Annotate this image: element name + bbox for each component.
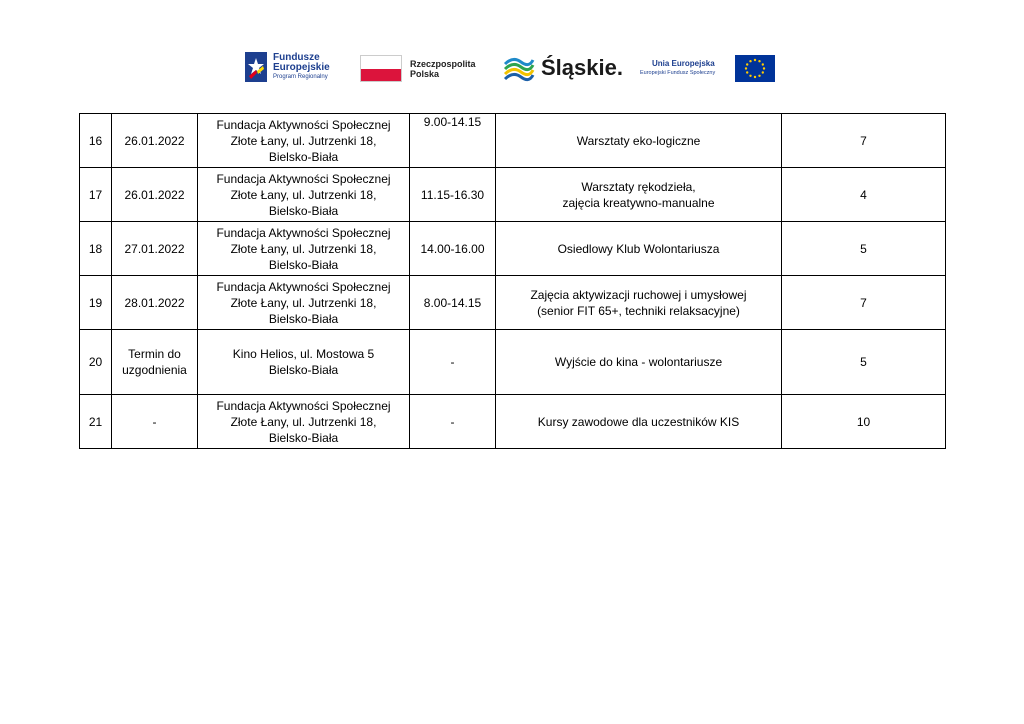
schedule-table [79,113,946,449]
unia-europejska-logo [640,50,780,86]
row-time: 14.00-16.00 [410,222,496,276]
rp-line1: Rzeczpospolita [410,59,476,69]
row-activity [496,168,782,222]
table-row [80,330,946,395]
row-date [112,276,198,330]
row-date [112,222,198,276]
row-number: 18 [80,222,112,276]
row-place [198,276,410,330]
cell-text-line: 27.01.2022 [124,241,185,256]
cell-text-line: Wyjście do kina - wolontariusze [554,355,723,369]
row-time: 9.00-14.15 [410,114,496,168]
ue-line2: Europejski Fundusz Społeczny [640,70,716,76]
cell-text-line: Kursy zawodowe dla uczestników KIS [537,414,740,429]
cell-text-line: Fundacja Aktywności Społecznej [216,279,391,294]
table-row [80,395,946,449]
cell-text-line: Zajęcia aktywizacji ruchowej i umysłowej [530,287,747,302]
cell-text-line: Bielsko-Biała [268,257,339,272]
row-number: 19 [80,276,112,330]
cell-text-line: Bielsko-Biała [268,149,339,164]
cell-text-line: Złote Łany, ul. Jutrzenki 18, [230,414,377,429]
cell-text-line: Kino Helios, ul. Mostowa 5 [232,347,375,361]
row-place [198,168,410,222]
table-row [80,168,946,222]
row-activity [496,395,782,449]
cell-text-line: Fundacja Aktywności Społecznej [216,171,391,186]
fe-line3: Program Regionalny [273,74,328,80]
cell-text-line: 26.01.2022 [124,133,185,148]
row-date [112,330,198,395]
row-count: 7 [782,114,946,168]
cell-text-line: Złote Łany, ul. Jutrzenki 18, [230,133,377,148]
cell-text-line: - [152,414,157,429]
row-count: 7 [782,276,946,330]
cell-text-line: 28.01.2022 [124,295,185,310]
cell-text-line: (senior FIT 65+, techniki relaksacyjne) [537,303,740,318]
cell-text-line: 26.01.2022 [124,187,185,202]
row-activity [496,114,782,168]
table-row [80,222,946,276]
cell-text-line: Osiedlowy Klub Wolontariusza [557,241,720,256]
slaskie-name: Śląskie. [541,55,623,80]
cell-text-line: Bielsko-Biała [268,203,339,218]
row-number: 16 [80,114,112,168]
row-place [198,395,410,449]
cell-text-line: uzgodnienia [122,363,187,377]
cell-text-line: Złote Łany, ul. Jutrzenki 18, [230,295,377,310]
row-time: 8.00-14.15 [410,276,496,330]
row-activity [496,222,782,276]
row-time: - [410,395,496,449]
table-row [80,276,946,330]
row-number: 21 [80,395,112,449]
slaskie-logo [503,50,623,86]
cell-text-line: Fundacja Aktywności Społecznej [216,117,391,132]
row-number: 20 [80,330,112,395]
fe-star-icon [245,52,267,82]
row-count: 10 [782,395,946,449]
row-date [112,168,198,222]
cell-text-line: Warsztaty eko-logiczne [576,133,701,148]
table-row [80,114,946,168]
cell-text-line: Złote Łany, ul. Jutrzenki 18, [230,187,377,202]
row-number: 17 [80,168,112,222]
cell-text-line: Warsztaty rękodzieła, [581,179,696,194]
row-count: 5 [782,222,946,276]
rzeczpospolita-polska-logo [360,50,480,86]
cell-text-line: Fundacja Aktywności Społecznej [216,398,391,413]
row-count: 4 [782,168,946,222]
row-date [112,114,198,168]
row-place [198,222,410,276]
fe-line2: Europejskie [273,62,330,73]
row-time: 11.15-16.30 [410,168,496,222]
row-date [112,395,198,449]
eu-flag-icon [735,55,775,82]
poland-flag-icon [360,55,402,82]
ue-line1: Unia Europejska [652,59,715,68]
cell-text-line: Fundacja Aktywności Społecznej [216,225,391,240]
fundusze-europejskie-logo [245,50,345,86]
row-place [198,114,410,168]
cell-text-line: zajęcia kreatywno-manualne [562,195,715,210]
rp-line2: Polska [410,69,440,79]
cell-text-line: Bielsko-Biała [268,430,339,445]
cell-text-line: Złote Łany, ul. Jutrzenki 18, [230,241,377,256]
row-activity [496,276,782,330]
slaskie-waves-icon [503,54,535,82]
logo-bar [0,50,1024,90]
row-place [198,330,410,395]
cell-text-line: Bielsko-Biała [268,363,339,377]
cell-text-line: Termin do [128,347,181,361]
row-activity [496,330,782,395]
row-count: 5 [782,330,946,395]
fe-line1: Fundusze [273,52,320,63]
row-time: - [410,330,496,395]
cell-text-line: Bielsko-Biała [268,311,339,326]
